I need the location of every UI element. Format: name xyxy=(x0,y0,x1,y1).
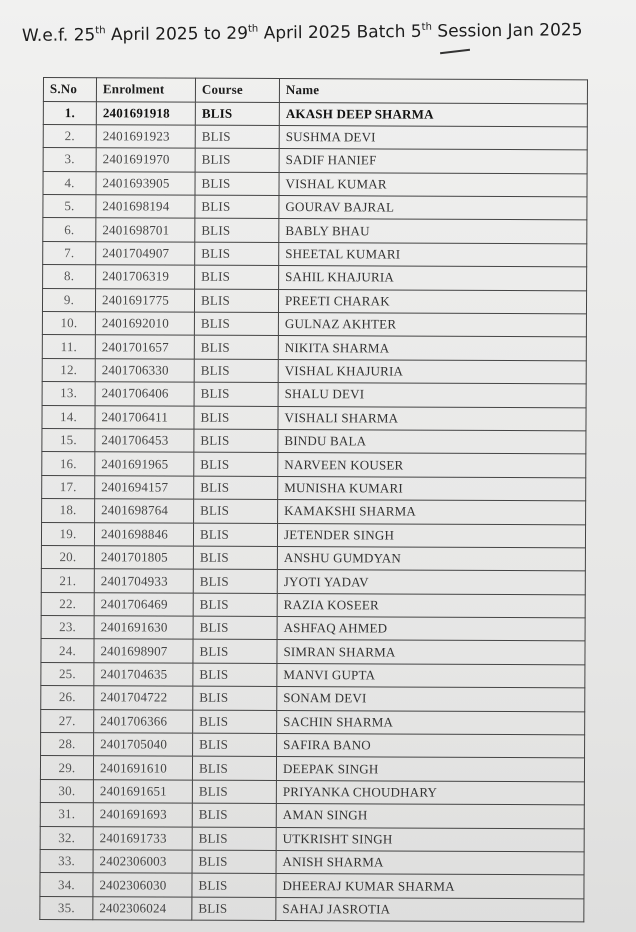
cell-sno: 11. xyxy=(42,335,95,359)
table-row xyxy=(43,195,587,221)
cell-name: JYOTI YADAV xyxy=(277,570,585,595)
cell-name: VISHAL KUMAR xyxy=(279,172,587,197)
table-row xyxy=(40,873,584,899)
cell-enrolment: 2401698764 xyxy=(95,499,194,523)
cell-name: MUNISHA KUMARI xyxy=(278,476,586,501)
heading-text-start: W.e.f. 25 xyxy=(21,25,96,46)
cell-sno: 8. xyxy=(43,265,96,289)
heading-sup-3: th xyxy=(421,21,432,33)
table-row xyxy=(41,686,585,712)
cell-course: BLIS xyxy=(193,663,277,687)
cell-sno: 9. xyxy=(42,288,95,312)
cell-course: BLIS xyxy=(192,780,276,804)
cell-name: SONAM DEVI xyxy=(277,687,585,712)
table-row xyxy=(42,358,586,384)
cell-enrolment: 2401706411 xyxy=(95,405,194,429)
cell-sno: 21. xyxy=(41,569,94,593)
cell-name: ANISH SHARMA xyxy=(276,851,584,876)
cell-course: BLIS xyxy=(193,593,277,617)
table-row xyxy=(43,124,587,150)
cell-enrolment: 2401691918 xyxy=(96,101,195,125)
cell-enrolment: 2401706406 xyxy=(95,382,194,406)
cell-course: BLIS xyxy=(195,265,279,289)
cell-course: BLIS xyxy=(195,148,279,172)
cell-course: BLIS xyxy=(192,897,276,921)
student-table xyxy=(39,77,588,923)
cell-name: VISHAL KHAJURIA xyxy=(278,359,586,384)
table-row xyxy=(40,779,584,805)
cell-enrolment: 2401704635 xyxy=(94,663,193,687)
cell-name: SAFIRA BANO xyxy=(277,734,585,759)
cell-sno: 2. xyxy=(43,124,96,148)
cell-enrolment: 2401694157 xyxy=(95,475,194,499)
cell-sno: 29. xyxy=(40,756,93,780)
cell-sno: 33. xyxy=(40,849,93,873)
cell-enrolment: 2401691630 xyxy=(94,616,193,640)
cell-name: SUSHMA DEVI xyxy=(279,125,587,150)
cell-enrolment: 2401691610 xyxy=(93,756,192,780)
cell-course: BLIS xyxy=(193,686,277,710)
heading-text-tail: 5 xyxy=(571,20,583,41)
table-row xyxy=(42,382,586,408)
cell-course: BLIS xyxy=(195,102,279,126)
cell-enrolment: 2401701657 xyxy=(95,335,194,359)
table-row xyxy=(40,896,584,922)
cell-course: BLIS xyxy=(192,850,276,874)
cell-course: BLIS xyxy=(194,429,278,453)
cell-sno: 25. xyxy=(41,662,94,686)
cell-name: KAMAKSHI SHARMA xyxy=(278,500,586,525)
cell-enrolment: 2401691923 xyxy=(96,125,195,149)
cell-enrolment: 2402306024 xyxy=(93,897,192,921)
cell-enrolment: 2401691775 xyxy=(95,288,194,312)
cell-name: SAHAJ JASROTIA xyxy=(276,897,584,922)
table-row xyxy=(40,826,584,852)
cell-name: SHEETAL KUMARI xyxy=(279,242,587,267)
table-header-row xyxy=(43,78,587,104)
cell-sno: 22. xyxy=(41,592,94,616)
cell-sno: 34. xyxy=(40,873,93,897)
cell-course: BLIS xyxy=(193,710,277,734)
heading-sup-1: th xyxy=(95,25,106,37)
cell-name: AMAN SINGH xyxy=(276,804,584,829)
table-row xyxy=(41,662,585,688)
cell-enrolment: 2401698194 xyxy=(96,195,195,219)
cell-sno: 6. xyxy=(43,218,96,242)
table-body xyxy=(40,101,588,922)
cell-course: BLIS xyxy=(195,219,279,243)
table-row xyxy=(43,101,587,127)
cell-enrolment: 2401693905 xyxy=(96,171,195,195)
cell-sno: 1. xyxy=(43,101,96,125)
table-row xyxy=(41,709,585,735)
table-row xyxy=(43,265,587,291)
cell-sno: 32. xyxy=(40,826,93,850)
cell-sno: 7. xyxy=(43,241,96,265)
cell-name: JETENDER SINGH xyxy=(277,523,585,548)
table-row xyxy=(41,616,585,642)
cell-sno: 16. xyxy=(42,452,95,476)
cell-name: RAZIA KOSEER xyxy=(277,593,585,618)
table-row xyxy=(41,592,585,618)
page-heading xyxy=(22,20,634,46)
cell-name: GOURAV BAJRAL xyxy=(279,196,587,221)
cell-course: BLIS xyxy=(195,172,279,196)
cell-course: BLIS xyxy=(194,499,278,523)
cell-course: BLIS xyxy=(194,336,278,360)
cell-course: BLIS xyxy=(194,406,278,430)
cell-course: BLIS xyxy=(192,827,276,851)
cell-sno: 3. xyxy=(43,148,96,172)
cell-enrolment: 2401704907 xyxy=(96,242,195,266)
cell-sno: 35. xyxy=(40,896,93,920)
cell-course: BLIS xyxy=(194,289,278,313)
cell-name: PREETI CHARAK xyxy=(278,289,586,314)
cell-name: SHALU DEVI xyxy=(278,383,586,408)
cell-enrolment: 2401706469 xyxy=(94,592,193,616)
cell-name: SAHIL KHAJURIA xyxy=(279,266,587,291)
cell-enrolment: 2401706453 xyxy=(95,429,194,453)
table-row xyxy=(42,405,586,431)
table-row xyxy=(41,569,585,595)
cell-enrolment: 2401706319 xyxy=(96,265,195,289)
cell-name: AKASH DEEP SHARMA xyxy=(279,102,587,127)
cell-name: SACHIN SHARMA xyxy=(277,710,585,735)
cell-course: BLIS xyxy=(193,523,277,547)
cell-course: BLIS xyxy=(193,640,277,664)
heading-text-end: Session Jan 202 xyxy=(431,20,572,42)
table-row xyxy=(42,499,586,525)
cell-course: BLIS xyxy=(194,312,278,336)
cell-sno: 13. xyxy=(42,382,95,406)
cell-name: NIKITA SHARMA xyxy=(278,336,586,361)
cell-course: BLIS xyxy=(194,453,278,477)
cell-enrolment: 2401706330 xyxy=(95,359,194,383)
cell-course: BLIS xyxy=(193,733,277,757)
cell-enrolment: 2401705040 xyxy=(94,733,193,757)
cell-course: BLIS xyxy=(193,569,277,593)
cell-sno: 27. xyxy=(41,709,94,733)
cell-sno: 20. xyxy=(41,545,94,569)
cell-enrolment: 2401692010 xyxy=(95,312,194,336)
cell-course: BLIS xyxy=(193,616,277,640)
cell-enrolment: 2401691733 xyxy=(93,826,192,850)
cell-name: PRIYANKA CHOUDHARY xyxy=(276,780,584,805)
cell-name: VISHALI SHARMA xyxy=(278,406,586,431)
table-row xyxy=(42,335,586,361)
heading-sup-2: th xyxy=(247,23,259,35)
cell-course: BLIS xyxy=(192,874,276,898)
table-row xyxy=(42,288,586,314)
cell-enrolment: 2401704722 xyxy=(94,686,193,710)
table-row xyxy=(41,545,585,571)
cell-sno: 31. xyxy=(40,803,93,827)
table-row xyxy=(41,522,585,548)
table-row xyxy=(43,148,587,174)
header-name: Name xyxy=(279,79,587,104)
heading-text-mid-1: April 2025 to 29 xyxy=(105,23,249,46)
pen-underline-mark xyxy=(440,49,470,57)
table-row xyxy=(41,639,585,665)
cell-sno: 10. xyxy=(42,312,95,336)
cell-sno: 17. xyxy=(42,475,95,499)
cell-course: BLIS xyxy=(193,546,277,570)
cell-enrolment: 2401691693 xyxy=(93,803,192,827)
cell-sno: 30. xyxy=(40,779,93,803)
table-row xyxy=(42,428,586,454)
table-row xyxy=(43,171,587,197)
cell-name: GULNAZ AKHTER xyxy=(278,313,586,338)
cell-enrolment: 2401698846 xyxy=(94,522,193,546)
cell-enrolment: 2401698907 xyxy=(94,639,193,663)
cell-sno: 15. xyxy=(42,428,95,452)
cell-course: BLIS xyxy=(192,757,276,781)
cell-course: BLIS xyxy=(194,382,278,406)
cell-course: BLIS xyxy=(194,476,278,500)
cell-name: MANVI GUPTA xyxy=(277,663,585,688)
cell-course: BLIS xyxy=(194,359,278,383)
cell-enrolment: 2402306003 xyxy=(93,850,192,874)
cell-enrolment: 2401706366 xyxy=(94,709,193,733)
table-row xyxy=(40,849,584,875)
table-row xyxy=(43,241,587,267)
cell-name: SADIF HANIEF xyxy=(279,149,587,174)
cell-sno: 4. xyxy=(43,171,96,195)
cell-sno: 14. xyxy=(42,405,95,429)
cell-course: BLIS xyxy=(192,803,276,827)
cell-course: BLIS xyxy=(195,242,279,266)
cell-sno: 28. xyxy=(41,733,94,757)
cell-name: NARVEEN KOUSER xyxy=(278,453,586,478)
cell-enrolment: 2401698701 xyxy=(96,218,195,242)
cell-sno: 24. xyxy=(41,639,94,663)
cell-enrolment: 2401691970 xyxy=(96,148,195,172)
table-row xyxy=(40,803,584,829)
cell-course: BLIS xyxy=(195,125,279,149)
cell-sno: 19. xyxy=(41,522,94,546)
table-row xyxy=(40,756,584,782)
cell-sno: 12. xyxy=(42,358,95,382)
cell-enrolment: 2401701805 xyxy=(94,546,193,570)
heading-text-mid-2: April 2025 Batch 5 xyxy=(258,21,422,44)
cell-sno: 18. xyxy=(42,499,95,523)
header-sno: S.No xyxy=(43,78,96,102)
cell-name: ANSHU GUMDYAN xyxy=(277,546,585,571)
cell-name: UTKRISHT SINGH xyxy=(276,827,584,852)
cell-name: DHEERAJ KUMAR SHARMA xyxy=(276,874,584,899)
cell-enrolment: 2402306030 xyxy=(93,873,192,897)
table-row xyxy=(41,733,585,759)
cell-name: SIMRAN SHARMA xyxy=(277,640,585,665)
table-row xyxy=(42,312,586,338)
table-row xyxy=(43,218,587,244)
cell-course: BLIS xyxy=(195,195,279,219)
table-row xyxy=(42,475,586,501)
cell-sno: 26. xyxy=(41,686,94,710)
cell-sno: 23. xyxy=(41,616,94,640)
cell-sno: 5. xyxy=(43,195,96,219)
cell-name: ASHFAQ AHMED xyxy=(277,617,585,642)
cell-name: BABLY BHAU xyxy=(279,219,587,244)
table-row xyxy=(42,452,586,478)
cell-name: BINDU BALA xyxy=(278,429,586,454)
cell-enrolment: 2401704933 xyxy=(94,569,193,593)
header-course: Course xyxy=(195,78,279,102)
cell-enrolment: 2401691651 xyxy=(93,780,192,804)
cell-enrolment: 2401691965 xyxy=(95,452,194,476)
cell-name: DEEPAK SINGH xyxy=(276,757,584,782)
header-enrolment: Enrolment xyxy=(96,78,195,102)
